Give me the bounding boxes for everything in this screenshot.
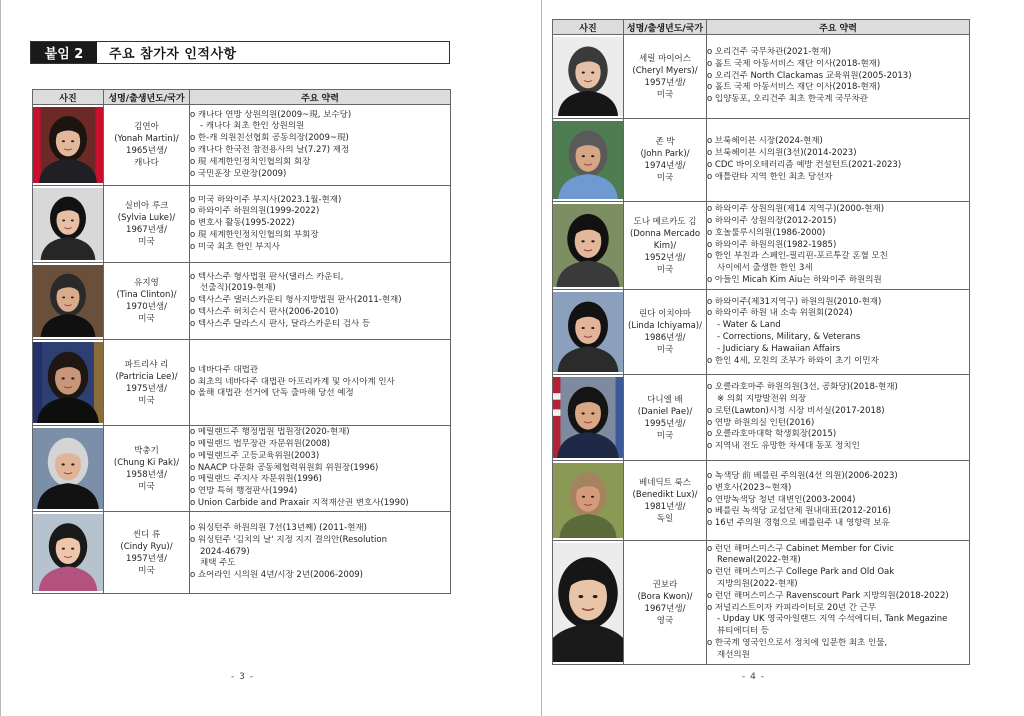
- career-line: o CDC 바이오테러리즘 예방 컨설턴트(2021-2023): [707, 160, 902, 170]
- career-line: o 메릴랜드 주지사 자문위원(1996): [190, 474, 322, 485]
- career-line: o 홀트 국제 아동서비스 재단 이사(2018-현재): [707, 82, 881, 93]
- career-line: o 브룩헤이븐 시장(2024-현재): [707, 136, 823, 147]
- career-line: 선출직)(2019-현재): [200, 283, 276, 294]
- career-line: o 하와이주 상원의원(제14 지역구)(2000-현재): [707, 204, 885, 215]
- participant-career-cell: [707, 35, 970, 119]
- participant-row: [33, 186, 451, 263]
- career-line: o 로턴(Lawton)시청 시장 비서실(2017-2018): [707, 405, 885, 416]
- participant-career-cell: [707, 375, 970, 461]
- name-line: 1958년생/: [126, 469, 167, 480]
- name-line: 베네딕트 룩스: [639, 477, 691, 488]
- career-line: o 오클라호마주 하원의원(3선, 공화당)(2018-현재): [707, 382, 898, 393]
- participant-career-cell: [190, 340, 451, 426]
- name-line: 미국: [656, 89, 674, 100]
- participant-name-cell: [624, 541, 707, 665]
- participant-row: [33, 512, 451, 594]
- name-line: 미국: [138, 565, 155, 576]
- name-line: 미국: [138, 481, 155, 492]
- career-line: o 텍사스주 댈러스카운티 형사지방법원 판사(2011-현재): [190, 295, 402, 306]
- participant-photo-cell: [553, 541, 624, 665]
- name-line: 박충기: [134, 445, 159, 456]
- participant-name-cell: [624, 202, 707, 290]
- name-line: 다니엘 배: [647, 394, 683, 405]
- career-line: o 네바다주 대법관: [190, 364, 259, 375]
- participant-career-cell: [190, 186, 451, 263]
- career-line: o 변호사 활동(1995-2022): [190, 218, 295, 229]
- participant-photo-cell: [33, 426, 104, 512]
- participant-career-cell: [707, 202, 970, 290]
- name-line: (Sylvia Luke)/: [117, 213, 176, 223]
- header-photo: 사진: [553, 20, 624, 35]
- page-3: [0, 0, 482, 716]
- name-line: 미국: [656, 345, 674, 355]
- career-line: o 베를린 녹색당 교섭단체 원내대표(2012-2016): [707, 506, 891, 517]
- career-line: o 최초의 네바다주 대법관 아프리카계 및 아시아계 인사: [190, 376, 395, 387]
- career-line: o 호놀룰루시의원(1986-2000): [707, 227, 826, 238]
- participant-photo: [553, 121, 623, 199]
- participant-photo: [33, 107, 103, 183]
- participant-photo: [553, 543, 623, 662]
- participant-career-cell: [190, 263, 451, 340]
- career-line: o 텍사스주 허치슨시 판사(2006-2010): [190, 306, 339, 317]
- participant-photo-cell: [553, 202, 624, 290]
- participant-photo-cell: [33, 105, 104, 186]
- name-line: 1965년생/: [126, 146, 167, 156]
- career-line: o 오리건주 국무차관(2021-현재): [707, 47, 832, 57]
- header-name: 성명/출생년도/국가: [624, 20, 707, 35]
- career-line: o 하와이주 하원 내 소속 위원회(2024): [707, 308, 853, 319]
- career-line: o 런던 해머스미스구 Ravenscourt Park 지방의원(2018-2022): [707, 590, 949, 601]
- career-line: o 오리건주 North Clackamas 교육위원(2005-2013): [707, 70, 912, 81]
- career-line: - Judiciary & Hawaiian Affairs: [717, 343, 841, 354]
- table-header-row: [33, 90, 451, 105]
- participant-photo: [553, 37, 623, 116]
- participant-row: [553, 202, 970, 290]
- participant-row: [33, 263, 451, 340]
- career-line: o 하와이주 하원의원(1982-1985): [707, 239, 837, 250]
- participant-name-cell: [624, 119, 707, 202]
- name-line: (John Park)/: [640, 149, 690, 159]
- header-photo: 사진: [33, 90, 104, 105]
- participant-photo: [33, 428, 103, 509]
- participant-name-cell: [104, 340, 190, 426]
- name-line: (Bora Kwon)/: [637, 591, 693, 602]
- participant-photo-cell: [33, 340, 104, 426]
- career-line: o 하와이주 하원의원(1999-2022): [190, 206, 320, 217]
- name-line: 1974년생/: [644, 161, 686, 171]
- career-line: o 런던 해머스미스구 Cabinet Member for Civic: [707, 543, 894, 554]
- career-line: o Union Carbide and Praxair 지적재산권 변호사(1990): [190, 497, 409, 508]
- participant-photo-cell: [553, 119, 624, 202]
- career-line: Renewal(2022-현재): [717, 555, 801, 566]
- career-line: o NAACP 다문화 공동체협력위원회 위원장(1996): [190, 462, 379, 473]
- participant-photo: [33, 342, 103, 423]
- career-line: 채택 주도: [200, 558, 236, 569]
- page-number: - 4 -: [742, 672, 765, 682]
- name-line: 셰릴 마이어스: [639, 53, 691, 64]
- appendix-label: 붙임 2: [31, 42, 97, 63]
- name-line: (Daniel Pae)/: [637, 406, 693, 417]
- header-name: 성명/출생년도/국가: [104, 90, 190, 105]
- career-line: o 메릴랜드주 고등교육위원(2003): [190, 450, 320, 461]
- career-line: o 메릴랜드주 행정법원 법원장(2020-현재): [190, 427, 350, 438]
- participant-name-cell: [104, 263, 190, 340]
- name-line: 독일: [656, 513, 674, 524]
- participant-photo: [553, 292, 623, 372]
- career-line: o 저널리스트이자 카피라이터로 20년 간 근무: [707, 602, 877, 613]
- participant-name-cell: [104, 105, 190, 186]
- career-line: o 하와이주 상원의장(2012-2015): [707, 216, 837, 226]
- career-line: 2024-4679): [200, 546, 250, 557]
- name-line: 캐나다: [134, 158, 159, 168]
- career-line: o 現 세계한인정치인협의회 부회장: [190, 229, 319, 240]
- name-line: (Cindy Ryu)/: [120, 541, 173, 552]
- participant-career-cell: [707, 290, 970, 375]
- name-line: 미국: [138, 395, 155, 406]
- name-line: 1981년생/: [644, 501, 686, 512]
- career-line: o 워싱턴주 하원의원 7선(13년째) (2011-현재): [190, 523, 367, 533]
- name-line: 1995년생/: [644, 418, 686, 429]
- name-line: (Partricia Lee)/: [115, 371, 178, 382]
- career-line: o 現 세계한인정치인협의회 회장: [190, 156, 311, 167]
- name-line: 미국: [656, 430, 674, 441]
- participant-photo: [553, 463, 623, 538]
- career-line: o 올해 대법관 선거에 단독 출마해 당선 예정: [190, 388, 354, 399]
- career-line: 사이에서 출생한 한인 3세: [717, 263, 813, 274]
- name-line: 도나 메르카도 김: [633, 216, 697, 227]
- participant-photo-cell: [553, 375, 624, 461]
- participant-career-cell: [707, 461, 970, 541]
- career-line: ※ 의회 지방발전위 의장: [717, 393, 807, 404]
- page-divider: [541, 0, 542, 716]
- participant-row: [553, 461, 970, 541]
- participant-name-cell: [624, 461, 707, 541]
- participant-name-cell: [104, 512, 190, 594]
- career-line: - Water & Land: [717, 320, 781, 331]
- participant-row: [553, 290, 970, 375]
- name-line: (Donna Mercado: [629, 228, 701, 239]
- career-line: o 캐나다 한국전 참전용사의 날(7.27) 제정: [190, 145, 350, 155]
- name-line: 유지영: [134, 278, 159, 288]
- career-line: o 애틀란타 지역 한인 최초 당선자: [707, 171, 833, 182]
- participant-photo: [33, 514, 103, 591]
- participant-row: [553, 119, 970, 202]
- name-line: Kim)/: [653, 240, 677, 251]
- page-4: [543, 0, 1024, 716]
- career-line: o 아들인 Micah Kim Aiu는 하와이주 하원의원: [707, 274, 882, 285]
- participant-row: [553, 541, 970, 665]
- name-line: 씬디 류: [132, 529, 161, 540]
- participant-career-cell: [190, 426, 451, 512]
- career-line: o 변호사(2023~현재): [707, 482, 792, 493]
- career-line: o 쇼어라인 시의원 4년/시장 2년(2006-2009): [190, 570, 363, 581]
- career-line: o 한인 부친과 스페인-필리핀-포르투갈 혼혈 모친: [707, 251, 888, 262]
- career-line: o 워싱턴주 '김치의 날' 지정 지지 결의안(Resolution: [190, 534, 387, 545]
- career-line: o 입양동포, 오리건주 최초 한국계 국무차관: [707, 94, 869, 105]
- participant-name-cell: [104, 186, 190, 263]
- participant-photo-cell: [33, 512, 104, 594]
- career-line: o 녹색당 前 베를린 주의원(4선 의원)(2006-2023): [707, 471, 898, 481]
- name-line: 1975년생/: [126, 383, 167, 394]
- participant-career-cell: [190, 512, 451, 594]
- name-line: 1957년생/: [126, 553, 167, 564]
- name-line: 1957년생/: [644, 77, 686, 88]
- career-line: o 텍사스주 달라스시 판사, 달라스카운티 검사 등: [190, 318, 371, 329]
- career-line: - 캐나다 최초 한인 상원의원: [200, 121, 305, 132]
- name-line: 김연아: [134, 122, 159, 132]
- participant-photo: [553, 377, 623, 458]
- name-line: 실비아 루크: [124, 201, 169, 211]
- participant-photo-cell: [33, 186, 104, 263]
- career-line: o 텍사스주 형사법원 판사(댈러스 카운티,: [190, 271, 344, 282]
- participant-photo-cell: [553, 461, 624, 541]
- career-line: o 메릴랜드 법무장관 자문위원(2008): [190, 439, 331, 449]
- participant-photo: [553, 204, 623, 287]
- career-line: o 연방녹색당 청년 대변인(2003-2004): [707, 494, 856, 505]
- name-line: 미국: [656, 173, 674, 183]
- page-number: - 3 -: [231, 672, 254, 682]
- participant-photo-cell: [553, 290, 624, 375]
- table-header-row: [553, 20, 970, 35]
- participants-table-right: [552, 19, 970, 665]
- header-career: 주요 약력: [190, 90, 451, 105]
- participant-career-cell: [707, 119, 970, 202]
- participant-row: [33, 426, 451, 512]
- career-line: o 브룩헤이븐 시의원(3선)(2014-2023): [707, 148, 857, 159]
- career-line: 지방의원(2022-현재): [717, 578, 798, 589]
- participant-name-cell: [104, 426, 190, 512]
- name-line: (Yonah Martin)/: [114, 134, 179, 144]
- name-line: (Cheryl Myers)/: [632, 65, 698, 76]
- name-line: (Tina Clinton)/: [116, 290, 177, 300]
- career-line: o 한인 4세, 모친의 조부가 하와이 초기 이민자: [707, 355, 879, 366]
- name-line: 1967년생/: [126, 225, 167, 235]
- career-line: o 하와이주(제31지역구) 하원의원(2010-현재): [707, 296, 882, 307]
- career-line: o 한-캐 의원친선협회 공동의장(2009~現): [190, 133, 349, 144]
- career-line: o 런던 해머스미스구 College Park and Old Oak: [707, 567, 895, 578]
- participant-career-cell: [190, 105, 451, 186]
- participant-row: [33, 105, 451, 186]
- career-line: - Upday UK 영국아일랜드 지역 수석에디터, Tank Megazine: [717, 614, 948, 625]
- appendix-title: 주요 참가자 인적사항: [109, 47, 237, 62]
- participant-name-cell: [624, 35, 707, 119]
- name-line: 영국: [656, 615, 674, 626]
- participant-row: [553, 35, 970, 119]
- name-line: 미국: [656, 264, 674, 275]
- name-line: (Chung Ki Pak)/: [113, 457, 180, 468]
- appendix-heading: [30, 41, 450, 64]
- participant-row: [33, 340, 451, 426]
- participant-photo: [33, 188, 103, 260]
- name-line: 존 박: [655, 137, 675, 147]
- career-line: o 연방 하원의실 인턴(2016): [707, 417, 815, 428]
- career-line: 재선의원: [717, 649, 750, 660]
- name-line: 1986년생/: [644, 333, 686, 343]
- career-line: o 미국 하와이주 부지사(2023.1월-현재): [190, 194, 342, 205]
- participant-row: [553, 375, 970, 461]
- career-line: o 지역내 전도 유망한 차세대 동포 정치인: [707, 441, 860, 452]
- participant-name-cell: [624, 290, 707, 375]
- participant-photo: [33, 265, 103, 337]
- career-line: o 홀트 국제 아동서비스 재단 이사(2018-현재): [707, 58, 881, 69]
- career-line: o 오클라호마대학 학생회장(2015): [707, 429, 837, 440]
- participant-photo-cell: [33, 263, 104, 340]
- name-line: 1952년생/: [644, 252, 686, 263]
- career-line: o 캐나다 연방 상원의원(2009~現, 보수당): [190, 109, 352, 120]
- career-line: - Corrections, Military, & Veterans: [717, 332, 861, 342]
- name-line: 린다 이치야마: [639, 309, 691, 319]
- participant-career-cell: [707, 541, 970, 665]
- career-line: 뷰티에디터 등: [717, 626, 769, 637]
- name-line: 미국: [138, 237, 155, 247]
- name-line: 1967년생/: [644, 603, 686, 614]
- participants-table-left: [32, 89, 451, 594]
- career-line: o 연방 특허 행정판사(1994): [190, 486, 298, 497]
- name-line: 파트리샤 리: [124, 359, 169, 370]
- name-line: 1970년생/: [126, 302, 167, 312]
- participant-name-cell: [624, 375, 707, 461]
- name-line: 권보라: [652, 579, 678, 590]
- career-line: o 한국계 영국인으로서 정치에 입문한 최초 인물,: [707, 637, 888, 648]
- participant-photo-cell: [553, 35, 624, 119]
- career-line: o 미국 최초 한인 부지사: [190, 241, 280, 252]
- name-line: (Linda Ichiyama)/: [628, 321, 702, 331]
- name-line: (Benedikt Lux)/: [632, 489, 698, 500]
- career-line: o 16년 주의원 경험으로 베를린주 내 영향력 보유: [707, 518, 890, 529]
- header-career: 주요 약력: [707, 20, 970, 35]
- name-line: 미국: [138, 314, 155, 324]
- career-line: o 국민훈장 모란장(2009): [190, 168, 287, 179]
